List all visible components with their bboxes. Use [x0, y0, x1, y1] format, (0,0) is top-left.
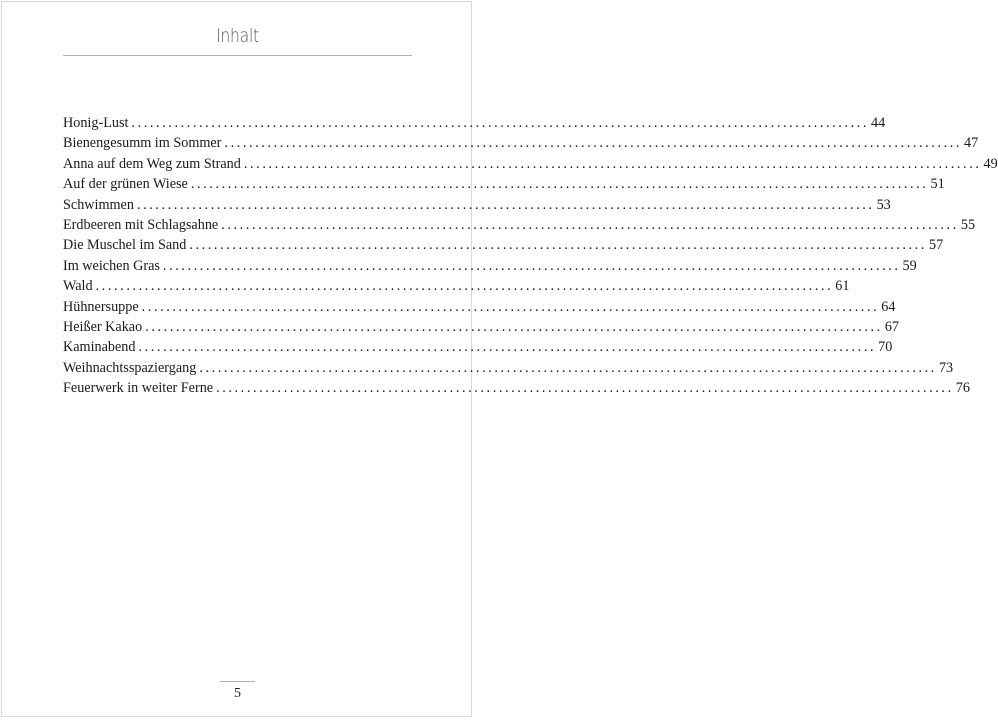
toc-dot-leader: ........................................................................................................................ [145, 318, 883, 335]
toc-entry[interactable] [63, 358, 954, 378]
toc-entry-title: Anna auf dem Weg zum Strand [63, 155, 241, 172]
toc-entry-page: 44 [871, 115, 886, 131]
toc-entry-page: 73 [938, 359, 954, 376]
toc-entry-title: Erdbeeren mit Schlagsahne [63, 216, 219, 233]
toc-entry-title: Honig-Lust [63, 115, 129, 131]
toc-entry-title: Die Muschel im Sand [63, 237, 187, 254]
toc-entry-page: 61 [835, 278, 850, 295]
toc-dot-leader: ........................................................................................................................ [136, 196, 875, 213]
toc-entry-page: 49 [983, 155, 998, 172]
toc-dot-leader: ........................................................................................................................ [141, 298, 880, 315]
footer-divider [220, 681, 255, 682]
toc-entry[interactable] [63, 235, 944, 255]
toc-entry-page: 55 [960, 216, 976, 233]
toc-entry-page: 47 [964, 135, 979, 152]
toc-entry-title: Im weichen Gras [63, 257, 160, 274]
toc-dot-leader: ........................................................................................................................ [131, 115, 870, 131]
toc-dot-leader: ........................................................................................................................ [189, 237, 927, 254]
toc-entry-page: 70 [878, 339, 893, 356]
toc-entry[interactable] [63, 195, 891, 215]
toc-entry[interactable] [63, 174, 945, 194]
toc-entry-page: 59 [902, 257, 917, 274]
toc-entry-page: 76 [955, 380, 970, 397]
toc-entry-title: Wald [63, 278, 93, 295]
header-divider [63, 55, 412, 56]
toc-entry[interactable] [63, 378, 970, 398]
toc-entry-title: Hühnersuppe [63, 298, 139, 315]
toc-entry-page: 67 [884, 318, 899, 335]
toc-entry[interactable] [63, 337, 893, 357]
toc-entry-title: Weihnachtsspaziergang [63, 359, 197, 376]
toc-entry[interactable] [63, 154, 998, 174]
toc-dot-leader: ........................................................................................................................ [243, 155, 982, 172]
toc-entry-page: 64 [881, 298, 896, 315]
toc-entry[interactable] [63, 113, 886, 133]
toc-entry-page: 57 [928, 237, 944, 254]
toc-entry-title: Schwimmen [63, 196, 134, 213]
toc-entry[interactable] [63, 133, 979, 153]
toc-entry-title: Feuerwerk in weiter Ferne [63, 380, 214, 397]
toc-dot-leader: ........................................................................................................................ [190, 176, 929, 193]
page-number: 5 [234, 686, 241, 701]
toc-dot-leader: ........................................................................................................................ [216, 380, 954, 397]
toc-dot-leader: ........................................................................................................................ [224, 135, 963, 152]
toc-entry[interactable] [63, 215, 976, 235]
toc-entry-title: Bienengesumm im Sommer [63, 135, 222, 152]
table-of-contents [63, 113, 998, 398]
toc-dot-leader: ........................................................................................................................ [95, 278, 834, 295]
toc-entry-page: 53 [876, 196, 891, 213]
toc-dot-leader: ........................................................................................................................ [138, 339, 877, 356]
toc-entry-title: Auf der grünen Wiese [63, 176, 188, 193]
toc-dot-leader: ........................................................................................................................ [162, 257, 901, 274]
toc-dot-leader: ........................................................................................................................ [199, 359, 937, 376]
toc-dot-leader: ........................................................................................................................ [221, 216, 959, 233]
page-title: Inhalt [216, 25, 259, 47]
toc-entry-title: Kaminabend [63, 339, 136, 356]
toc-entry[interactable] [63, 276, 850, 296]
toc-entry[interactable] [63, 317, 899, 337]
toc-entry-page: 51 [930, 176, 945, 193]
toc-entry[interactable] [63, 256, 917, 276]
toc-entry[interactable] [63, 297, 896, 317]
toc-entry-title: Heißer Kakao [63, 318, 143, 335]
